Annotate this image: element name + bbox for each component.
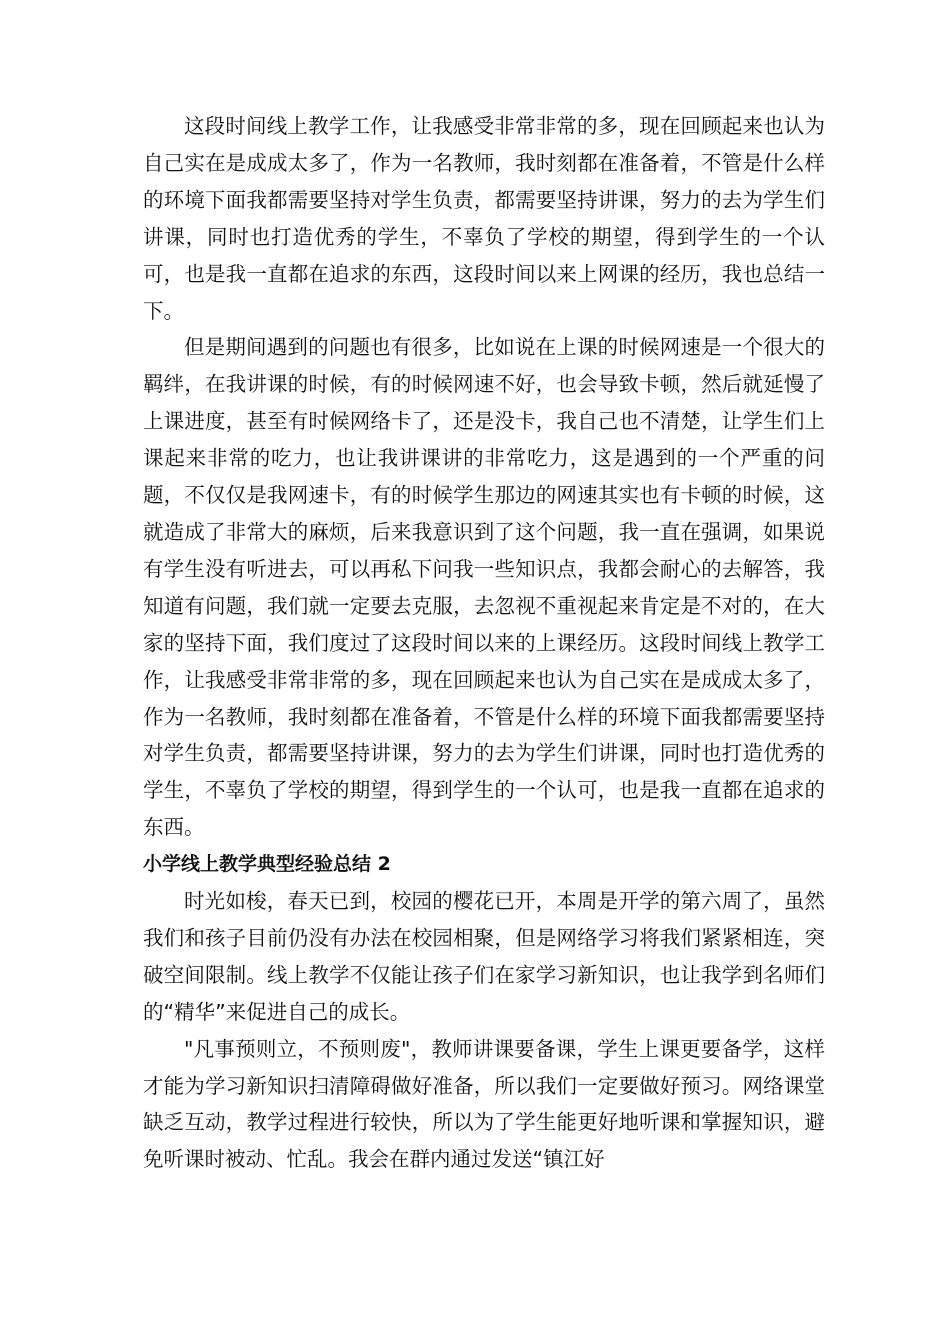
paragraph-4: "凡事预则立，不预则废"，教师讲课要备课，学生上课更要备学，这样才能为学习新知识扫清障碍做好准备，所以我们一定要做好预习。网络课堂缺乏互动，教学过程进行较快，所以为了学生能更好地听课和掌握知识，避免听课时被动、忙乱。我会在群内通过发送“镇江好 xyxy=(143,1036,825,1172)
document-body xyxy=(143,108,825,1178)
paragraph-2: 但是期间遇到的问题也有很多，比如说在上课的时候网速是一个很大的羁绊，在我讲课的时候，有的时候网速不好，也会导致卡顿，然后就延慢了上课进度，甚至有时候网络卡了，还是没卡，我自己也不清楚，让学生们上课起来非常的吃力，也让我讲课讲的非常吃力，这是遇到的一个严重的问题，不仅仅是我网速卡，有的时候学生那边的网速其实也有卡顿的时候，这就造成了非常大的麻烦，后来我意识到了这个问题，我一直在强调，如果说有学生没有听进去，可以再私下问我一些知识点，我都会耐心的去解答，我知道有问题，我们就一定要去克服，去忽视不重视起来肯定是不对的，在大家的坚持下面，我们度过了这段时间以来的上课经历。这段时间线上教学工作，让我感受非常非常的多，现在回顾起来也认为自己实在是成成太多了，作为一名教师，我时刻都在准备着，不管是什么样的环境下面我都需要坚持对学生负责，都需要坚持讲课，努力的去为学生们讲课，同时也打造优秀的学生，不辜负了学校的期望，得到学生的一个认可，也是我一直都在追求的东西。 xyxy=(143,335,825,840)
paragraph-3: 时光如梭，春天已到，校园的樱花已开，本周是开学的第六周了，虽然我们和孩子目前仍没有办法在校园相聚，但是网络学习将我们紧紧相连，突破空间限制。线上教学不仅能让孩子们在家学习新知识，也让我学到名师们的“精华”来促进自己的成长。 xyxy=(143,889,825,1024)
paragraph-1: 这段时间线上教学工作，让我感受非常非常的多，现在回顾起来也认为自己实在是成成太多了，作为一名教师，我时刻都在准备着，不管是什么样的环境下面我都需要坚持对学生负责，都需要坚持讲课，努力的去为学生们讲课，同时也打造优秀的学生，不辜负了学校的期望，得到学生的一个认可，也是我一直都在追求的东西，这段时间以来上网课的经历，我也总结一下。 xyxy=(143,114,825,323)
section-heading: 小学线上教学典型经验总结 2 xyxy=(143,853,391,876)
